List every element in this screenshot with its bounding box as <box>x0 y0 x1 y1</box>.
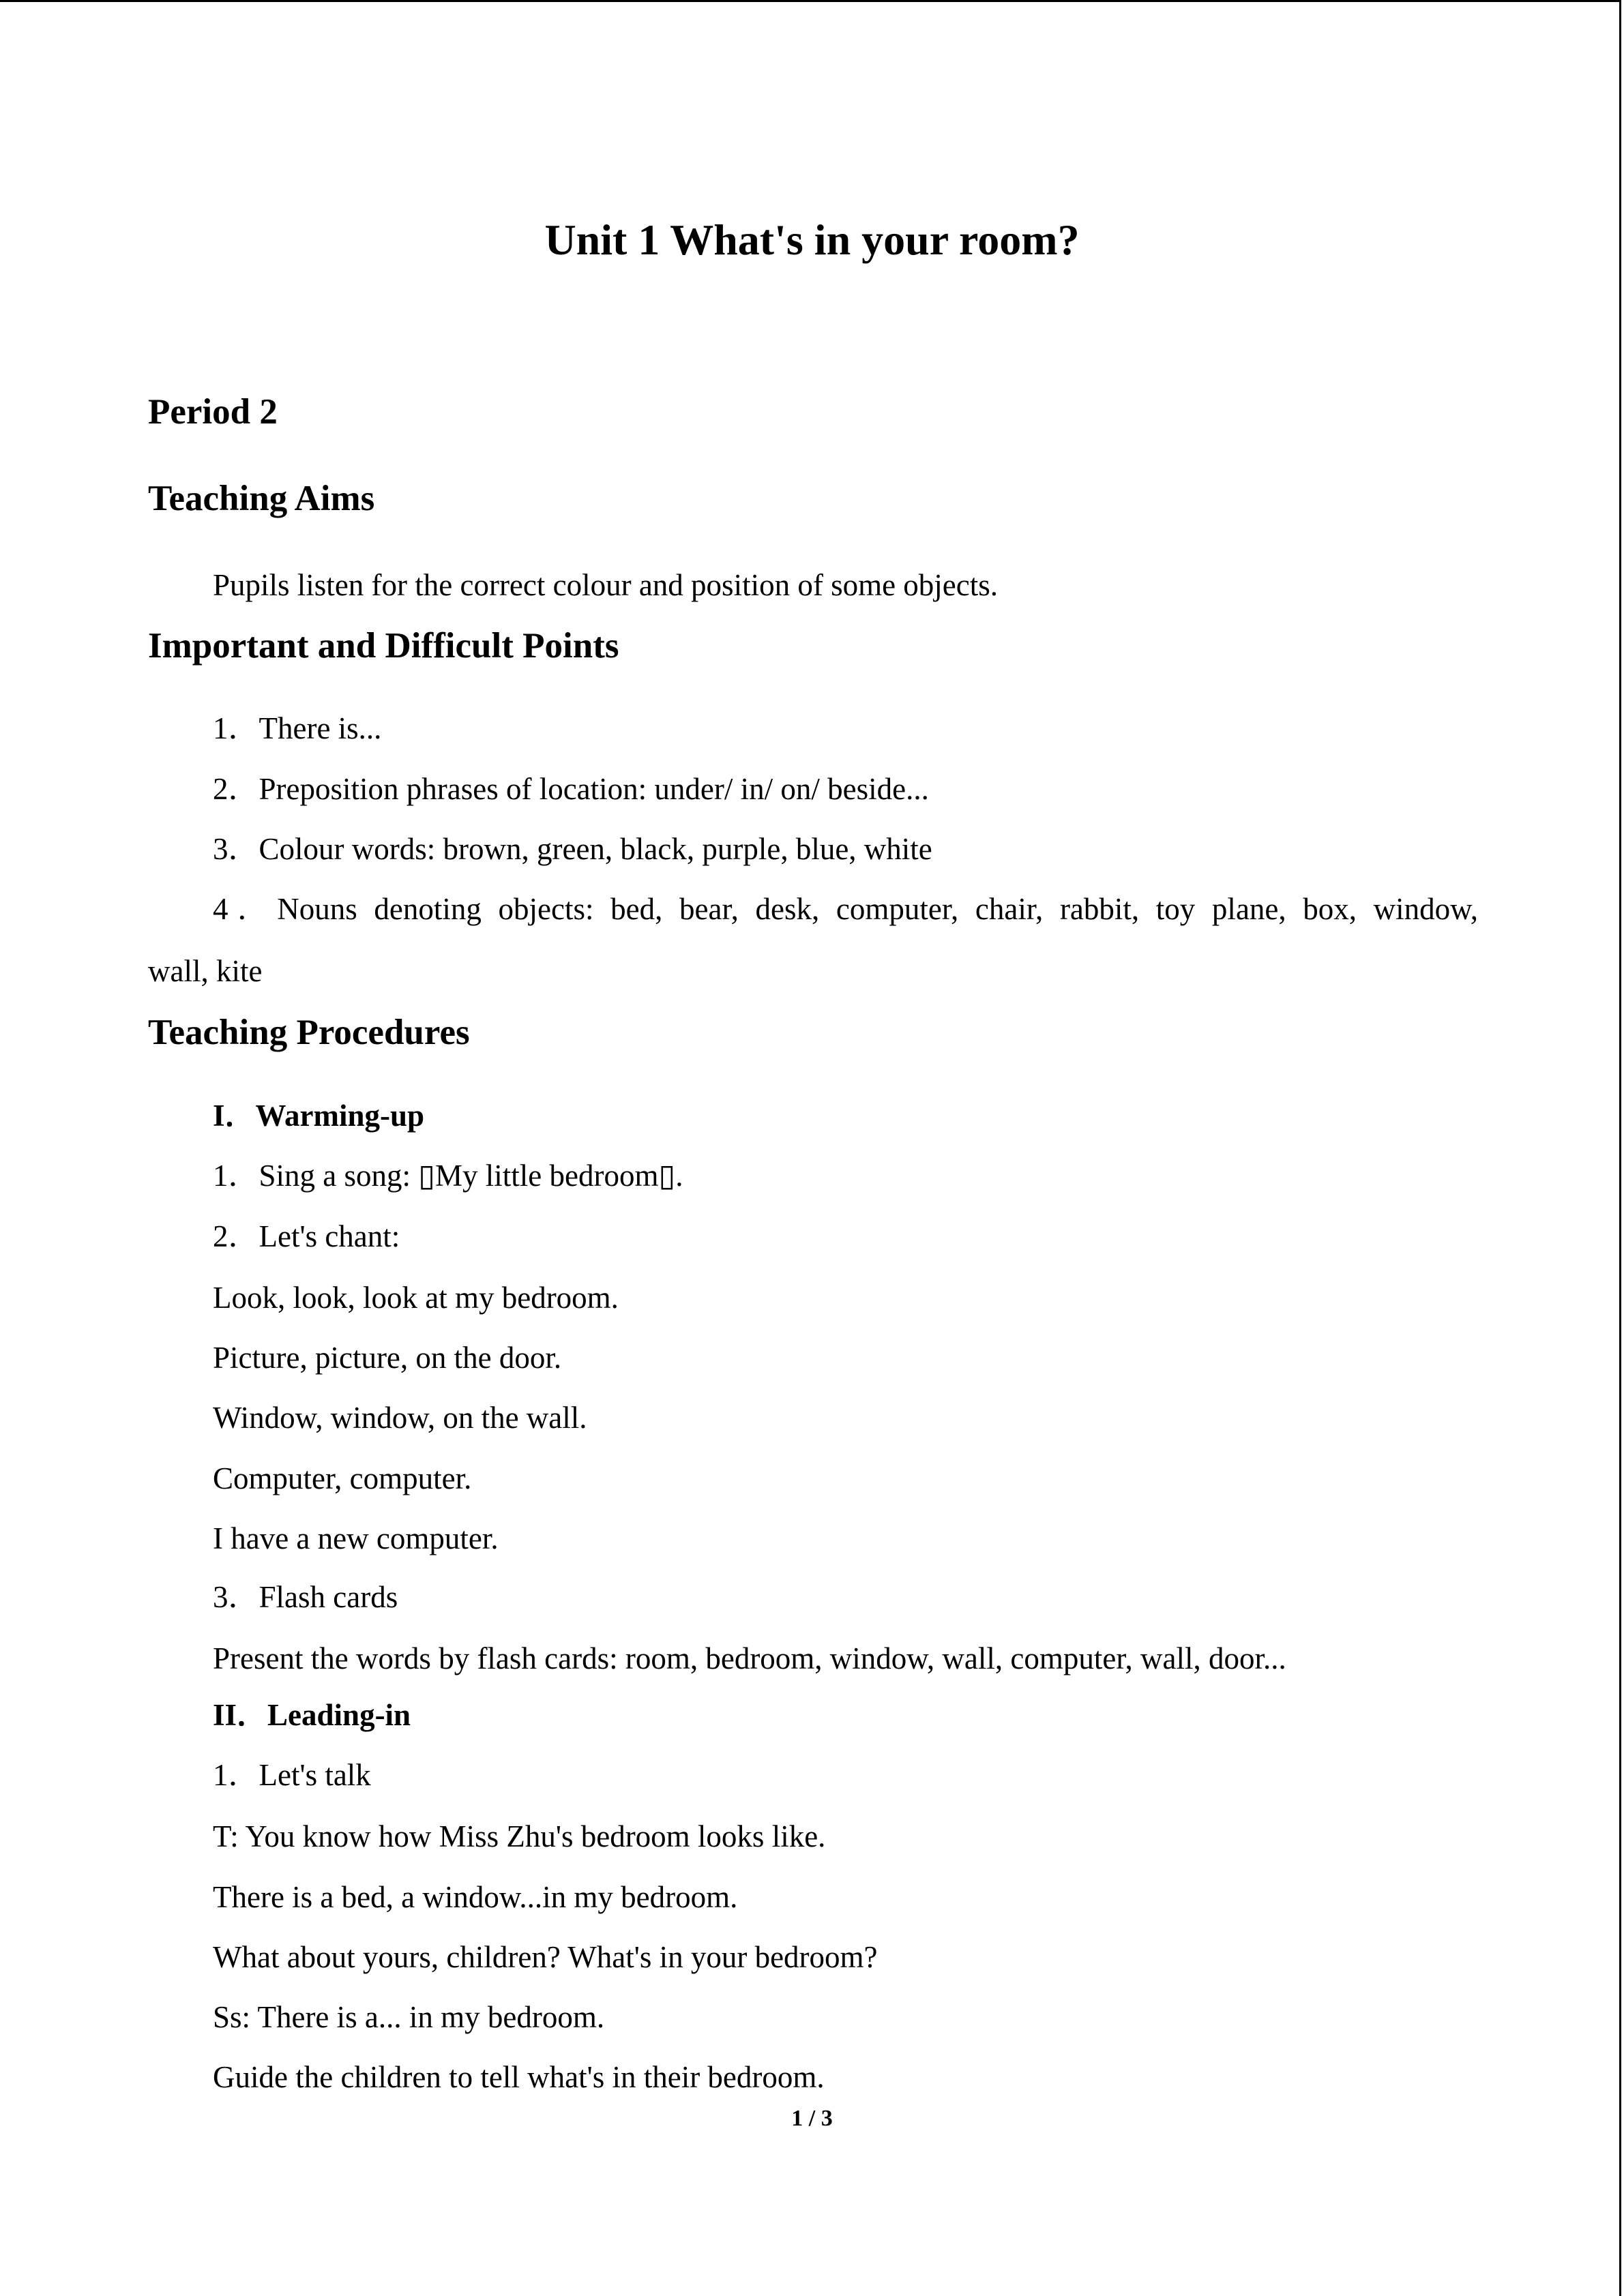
leadin-talk-label: 1．Let's talk <box>213 1758 371 1792</box>
leadin-line-3: What about yours, children? What's in your bedroom? <box>213 1940 878 1974</box>
warmup-song: 1．Sing a song: ▯My little bedroom▯. <box>213 1159 683 1193</box>
warmup-heading: I．Warming-up <box>213 1099 425 1133</box>
procedures-heading: Teaching Procedures <box>148 1013 470 1052</box>
point-item-2: 2．Preposition phrases of location: under/ in/ on/ beside... <box>213 772 929 806</box>
chant-line-5: I have a new computer. <box>213 1521 499 1555</box>
period-heading: Period 2 <box>148 392 278 432</box>
flash-cards-label: 3．Flash cards <box>213 1580 398 1614</box>
chant-line-3: Window, window, on the wall. <box>213 1401 587 1435</box>
flash-cards-text: Present the words by flash cards: room, bedroom, window, wall, computer, wall, door... <box>213 1641 1286 1675</box>
warmup-chant-label: 2．Let's chant: <box>213 1219 400 1253</box>
page-indicator: 1 / 3 <box>791 2106 833 2131</box>
leadin-line-4: Ss: There is a... in my bedroom. <box>213 2000 605 2034</box>
leadin-line-5: Guide the children to tell what's in their bedroom. <box>213 2060 825 2094</box>
point-item-4: 4．Nouns denoting objects: bed, bear, desk, computer, chair, rabbit, toy plane, box, window, <box>213 892 1478 926</box>
point-item-3: 3．Colour words: brown, green, black, purple, blue, white <box>213 832 932 866</box>
points-heading: Important and Difficult Points <box>148 626 619 666</box>
teaching-aims-heading: Teaching Aims <box>148 479 375 518</box>
chant-line-2: Picture, picture, on the door. <box>213 1341 562 1375</box>
leadin-line-1: T: You know how Miss Zhu's bedroom looks like. <box>213 1819 826 1853</box>
point-item-1: 1．There is... <box>213 711 382 745</box>
leadin-line-2: There is a bed, a window...in my bedroom. <box>213 1880 738 1914</box>
point-item-4-continued: wall, kite <box>148 954 263 988</box>
document-title: Unit 1 What's in your room? <box>544 215 1080 264</box>
teaching-aims-text: Pupils listen for the correct colour and position of some objects. <box>213 568 999 602</box>
leadin-heading: II．Leading-in <box>213 1698 411 1732</box>
chant-line-1: Look, look, look at my bedroom. <box>213 1281 619 1315</box>
chant-line-4: Computer, computer. <box>213 1461 472 1495</box>
